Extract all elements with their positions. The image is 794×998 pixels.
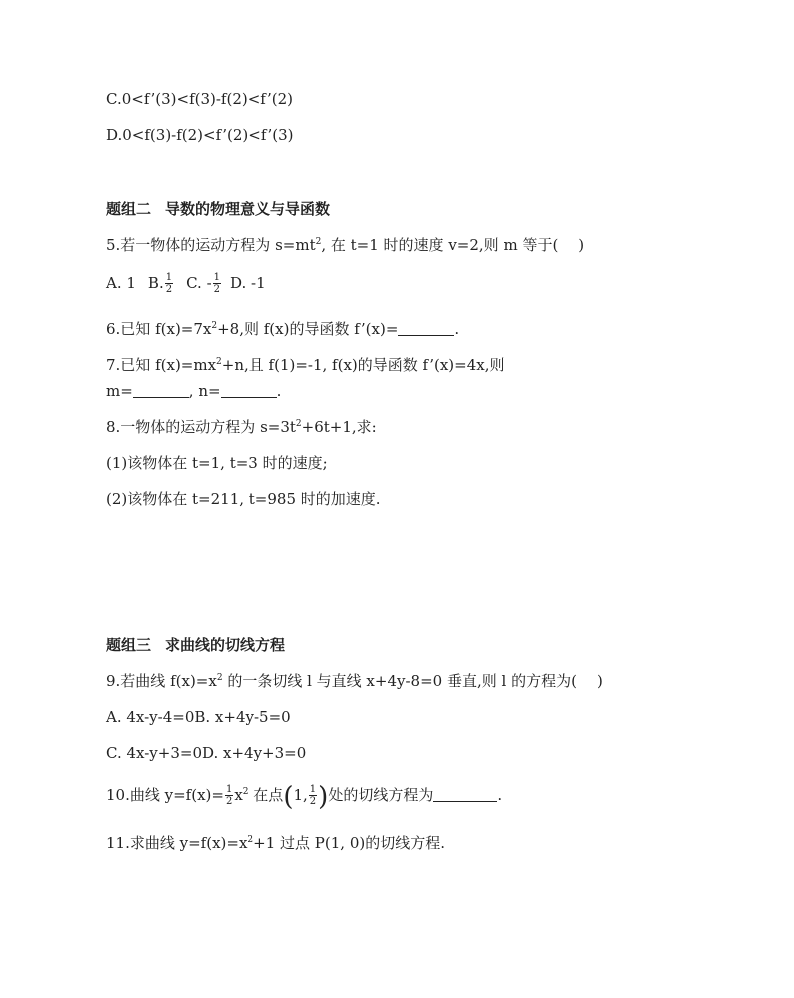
q5-text: 5.若一物体的运动方程为 s=mt bbox=[106, 236, 316, 254]
q9-text: 9.若曲线 f(x)=x bbox=[106, 672, 217, 690]
q10-text-d: 处的切线方程为 bbox=[328, 786, 434, 804]
q10-text-c: 在点 bbox=[248, 786, 284, 804]
q5-option-d: D. -1 bbox=[230, 274, 266, 292]
group2-heading bbox=[106, 198, 330, 220]
q10-fraction bbox=[225, 784, 233, 807]
q7-m-blank[interactable] bbox=[133, 381, 189, 398]
q11-exponent: 2 bbox=[247, 835, 254, 845]
q10-period: . bbox=[497, 786, 503, 804]
group2-title: 导数的物理意义与导函数 bbox=[165, 200, 331, 218]
q6-answer-blank[interactable] bbox=[398, 319, 454, 336]
q7-text-b: +n,且 f(1)=-1, f(x)的导函数 f’(x)=4x,则 bbox=[221, 356, 505, 374]
q5-exponent: 2 bbox=[315, 237, 322, 247]
q9-text-b: 的一条切线 l 与直线 x+4y-8=0 垂直,则 l 的方程为( bbox=[222, 672, 577, 690]
question-8 bbox=[106, 416, 377, 438]
q10-point-x: 1, bbox=[293, 786, 308, 804]
q9-close-paren: ) bbox=[596, 672, 603, 690]
fraction-denominator: 2 bbox=[165, 283, 173, 295]
group3-heading bbox=[106, 634, 285, 656]
q8-text-b: +6t+1,求: bbox=[301, 418, 377, 436]
question-7 bbox=[106, 354, 504, 376]
q8-part-1: (1)该物体在 t=1, t=3 时的速度; bbox=[106, 454, 328, 472]
q8-part-2: (2)该物体在 t=211, t=985 时的加速度. bbox=[106, 490, 381, 508]
q5-option-c-label: C. - bbox=[186, 274, 212, 292]
question-11 bbox=[106, 832, 445, 854]
q5-option-c-fraction bbox=[213, 272, 221, 295]
q10-variable: x bbox=[234, 786, 243, 804]
q5-option-a: A. 1 bbox=[106, 274, 136, 292]
fraction-denominator: 2 bbox=[213, 283, 221, 295]
q10-right-paren: ) bbox=[318, 782, 329, 812]
q10-point-fraction bbox=[309, 784, 317, 807]
question-10 bbox=[106, 782, 503, 812]
q6-exponent: 2 bbox=[211, 321, 218, 331]
q5-options bbox=[106, 272, 266, 296]
fraction-numerator: 1 bbox=[213, 271, 221, 283]
q7-text: 7.已知 f(x)=mx bbox=[106, 356, 217, 374]
q9-options-cd: C. 4x-y+3=0D. x+4y+3=0 bbox=[106, 744, 307, 762]
q11-text: 11.求曲线 y=f(x)=x bbox=[106, 834, 248, 852]
q10-answer-blank[interactable] bbox=[433, 785, 497, 802]
question-9 bbox=[106, 670, 603, 692]
q8-text: 8.一物体的运动方程为 s=3t bbox=[106, 418, 296, 436]
q6-text: 6.已知 f(x)=7x bbox=[106, 320, 212, 338]
fraction-denominator: 2 bbox=[225, 795, 233, 807]
q7-period: . bbox=[276, 382, 282, 400]
q5-option-b-label: B. bbox=[147, 274, 164, 292]
q5-close-paren: ) bbox=[578, 236, 585, 254]
question-6 bbox=[106, 318, 459, 340]
q8-exponent: 2 bbox=[295, 419, 302, 429]
q6-text-b: +8,则 f(x)的导函数 f’(x)= bbox=[217, 320, 399, 338]
question-5 bbox=[106, 234, 584, 256]
fraction-numerator: 1 bbox=[165, 271, 173, 283]
q9-exponent: 2 bbox=[216, 673, 223, 683]
group3-title: 求曲线的切线方程 bbox=[165, 636, 286, 654]
q9-options-ab: A. 4x-y-4=0B. x+4y-5=0 bbox=[106, 708, 291, 726]
q7-m-label: m= bbox=[106, 382, 133, 400]
fraction-numerator: 1 bbox=[309, 783, 317, 795]
fraction-denominator: 2 bbox=[309, 795, 317, 807]
q10-text: 10.曲线 y=f(x)= bbox=[106, 786, 224, 804]
option-c: C.0<f’(3)<f(3)-f(2)<f’(2) bbox=[106, 90, 293, 108]
q10-left-paren: ( bbox=[283, 782, 294, 812]
group2-label: 题组二 bbox=[106, 200, 152, 218]
option-d: D.0<f(3)-f(2)<f’(2)<f’(3) bbox=[106, 126, 294, 144]
q5-text-b: , 在 t=1 时的速度 v=2,则 m 等于( bbox=[321, 236, 559, 254]
q6-period: . bbox=[454, 320, 460, 338]
q10-exponent: 2 bbox=[242, 787, 249, 797]
q11-text-b: +1 过点 P(1, 0)的切线方程. bbox=[253, 834, 445, 852]
question-7-answers bbox=[106, 380, 281, 402]
fraction-numerator: 1 bbox=[225, 783, 233, 795]
q7-n-label: , n= bbox=[188, 382, 221, 400]
group3-label: 题组三 bbox=[106, 636, 152, 654]
q7-n-blank[interactable] bbox=[221, 381, 277, 398]
q7-exponent: 2 bbox=[216, 357, 222, 367]
q5-option-b-fraction bbox=[165, 272, 173, 295]
